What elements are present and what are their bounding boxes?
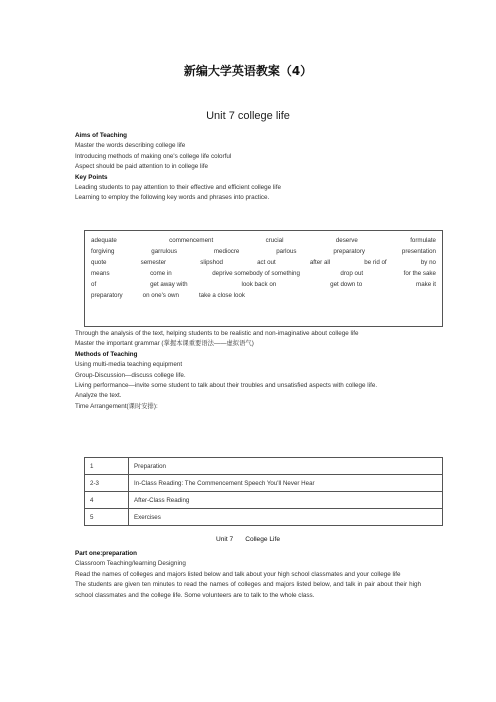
- vocabulary-word: adequate: [91, 237, 117, 244]
- vocabulary-row: [91, 236, 436, 247]
- vocabulary-row: [91, 280, 436, 291]
- vocabulary-word: take a close look: [198, 291, 246, 299]
- vocabulary-word: be rid of: [364, 258, 387, 266]
- aims-section: [75, 131, 421, 204]
- key-points-item: Leading students to pay attention to their effective and efficient college life: [75, 184, 281, 192]
- vocabulary-word: parlous: [276, 247, 297, 255]
- vocabulary-word: forgiving: [91, 247, 115, 255]
- vocabulary-word: of: [91, 280, 97, 288]
- methods-item: Using multi-media teaching equipment: [75, 361, 183, 369]
- vocabulary-word: make it: [416, 280, 436, 288]
- vocabulary-word: act out: [257, 258, 276, 266]
- aims-item: Aspect should be paid attention to in college life: [75, 163, 209, 171]
- time-arrangement-label: Time Arrangement(课时安排):: [75, 402, 158, 410]
- table-cell-content: Preparation: [129, 458, 443, 475]
- vocabulary-word: commencement: [169, 237, 214, 244]
- part-one-paragraph: The students are given ten minutes to read the names of colleges and majors listed below, and talk in pair about their high school classmates and the college life. Some volunteers are to talk to the whole class.: [75, 581, 421, 599]
- unit-title: Unit 7 college life: [206, 110, 290, 122]
- vocabulary-row: [91, 291, 436, 302]
- vocabulary-word: slipshod: [200, 258, 223, 266]
- vocabulary-word: crucial: [265, 237, 284, 244]
- unit-7-heading: [0, 536, 496, 543]
- vocabulary-word: get away with: [150, 280, 188, 288]
- grammar-text: Master the important grammar (掌握本课重要语法——虚拟语气): [75, 340, 254, 348]
- vocabulary-word: for the sake: [403, 269, 436, 277]
- vocabulary-word: mediocre: [213, 247, 240, 255]
- methods-section: [75, 329, 421, 412]
- vocabulary-row: [91, 247, 436, 258]
- vocabulary-word: by no: [420, 258, 436, 266]
- key-points-heading: Key Points: [75, 173, 108, 181]
- methods-item: Analyze the text.: [75, 392, 122, 400]
- unit-7-name: College Life: [245, 536, 281, 543]
- table-cell-content: Exercises: [129, 509, 443, 526]
- aims-item: Introducing methods of making one's college life colorful: [75, 152, 232, 160]
- table-cell-number: 1: [85, 458, 129, 475]
- vocabulary-word: formulate: [410, 237, 436, 244]
- time-arrangement-table: [84, 457, 443, 526]
- vocabulary-row: [91, 269, 436, 280]
- table-cell-number: 5: [85, 509, 129, 526]
- vocabulary-word: means: [91, 269, 110, 277]
- vocabulary-word: quote: [91, 258, 107, 266]
- table-row: [85, 492, 443, 509]
- methods-heading: Methods of Teaching: [75, 350, 138, 358]
- document-title: 新编大学英语教案（4）: [183, 64, 313, 78]
- part-one-heading: Part one:preparation: [75, 550, 137, 557]
- vocabulary-word: preparatory: [333, 247, 366, 255]
- vocabulary-word: garrulous: [151, 247, 178, 255]
- unit-7-number: Unit 7: [215, 536, 234, 543]
- part-one-paragraph: Read the names of colleges and majors listed below and talk about your high school classmates and your college life: [75, 570, 401, 578]
- table-cell-number: 4: [85, 492, 129, 509]
- vocabulary-word: after all: [309, 258, 331, 266]
- key-points-item: Learning to employ the following key words and phrases into practice.: [75, 194, 270, 202]
- vocabulary-word: drop out: [340, 269, 364, 277]
- vocabulary-word: on one's own: [142, 291, 179, 299]
- vocabulary-word: get down to: [330, 280, 363, 288]
- table-cell-content: After-Class Reading: [129, 492, 443, 509]
- vocabulary-row: [91, 258, 436, 269]
- vocabulary-word: deserve: [335, 237, 358, 244]
- vocabulary-word: preparatory: [91, 291, 123, 299]
- table-cell-content: In-Class Reading: The Commencement Speech You'll Never Hear: [129, 475, 443, 492]
- methods-item: Living performance—invite some student to talk about their troubles and unsatisfied aspects with college life.: [75, 382, 378, 390]
- methods-item: Group-Discussion—discuss college life.: [75, 371, 186, 379]
- table-row: [85, 475, 443, 492]
- part-one-subheading: Classroom Teaching/learning Designing: [75, 560, 186, 568]
- vocabulary-word: presentation: [401, 247, 436, 255]
- vocabulary-word: look back on: [241, 280, 277, 288]
- table-row: [85, 458, 443, 475]
- aims-heading: Aims of Teaching: [75, 132, 128, 139]
- vocabulary-word: semester: [140, 258, 167, 266]
- part-one-section: [75, 549, 421, 601]
- aims-item: Master the words describing college life: [75, 142, 186, 150]
- analysis-text: Through the analysis of the text, helping students to be realistic and non-imaginative about college life: [75, 330, 359, 337]
- vocabulary-word: deprive somebody of something: [212, 269, 300, 277]
- table-cell-number: 2-3: [85, 475, 129, 492]
- vocabulary-word: come in: [150, 269, 172, 277]
- vocabulary-box: [84, 230, 443, 327]
- table-row: [85, 509, 443, 526]
